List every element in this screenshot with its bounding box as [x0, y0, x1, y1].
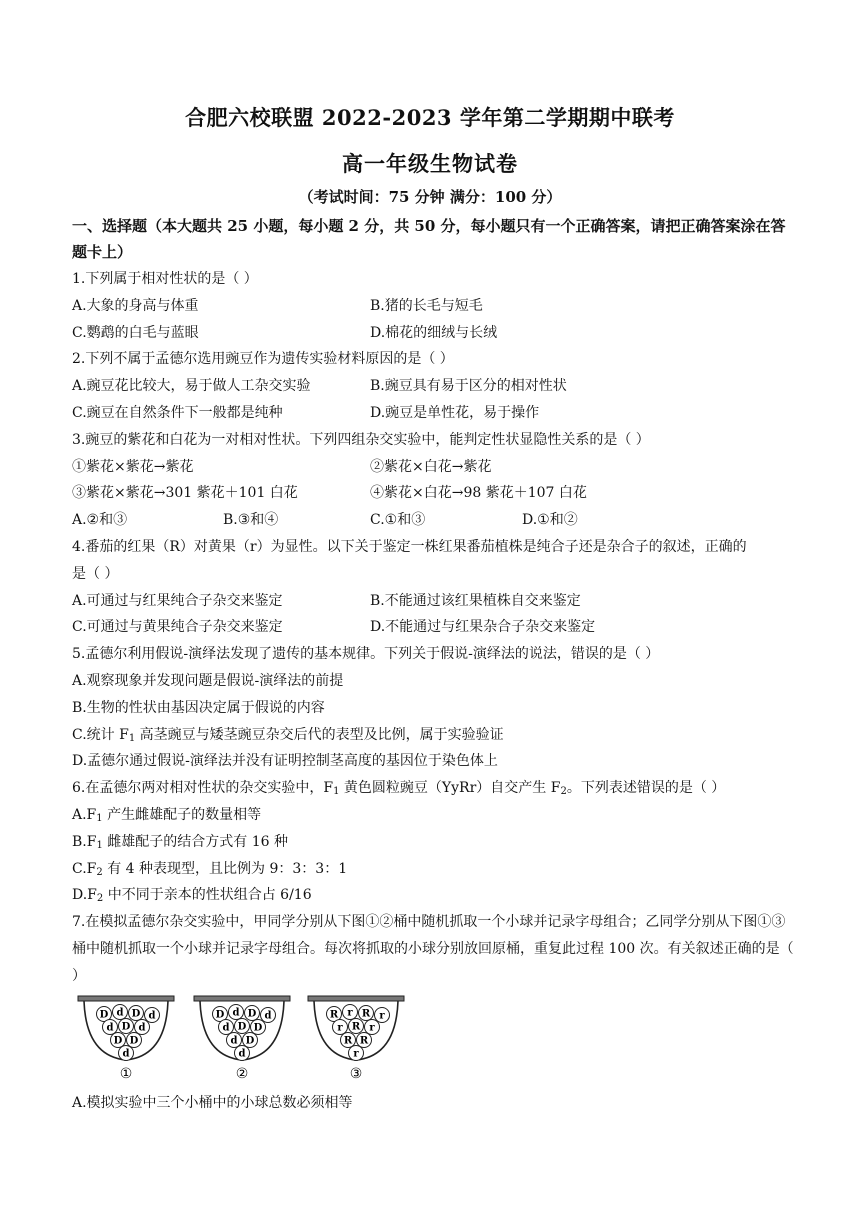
ball-letter: d [138, 1022, 146, 1034]
ball-letter: D [247, 1008, 257, 1020]
q2-option-a: A.豌豆花比较大，易于做人工杂交实验 [72, 378, 311, 395]
questions [72, 266, 794, 1116]
q5-option-b: B.生物的性状由基因决定属于假说的内容 [72, 699, 325, 716]
ball-letter: d [222, 1022, 230, 1034]
q1-option-c: C.鹦鹉的白毛与蓝眼 [72, 324, 199, 341]
q1-option-a: A.大象的身高与体重 [72, 297, 199, 314]
ball-letter: D [237, 1021, 247, 1033]
ball-letter: R [351, 1021, 361, 1033]
ball-letter: D [113, 1035, 123, 1047]
ball-letter: d [230, 1035, 238, 1047]
q6-option-a: $A.F_1$ 产生雌雄配子的数量相等 [72, 806, 262, 824]
ball-letter: D [253, 1022, 263, 1034]
ball-letter: d [238, 1048, 246, 1060]
q1-option-b: B.猪的长毛与短毛 [370, 297, 483, 314]
q4-stem-line2: 是（ ） [72, 565, 119, 582]
bucket-3-figure [306, 994, 406, 1086]
q2-stem: 2.下列不属于孟德尔选用豌豆作为遗传实验材料原因的是（ ） [72, 351, 454, 368]
ball-letter: R [361, 1008, 371, 1020]
q3-option-b: B.③和④ [223, 512, 279, 529]
q7-stem: 7.在模拟孟德尔杂交实验中，甲同学分别从下图①②桶中随机抓取一个小球并记录字母组合；乙同学分别从下图①③桶中随机抓取一个小球并记录字母组合。每次将抓取的小球分别放回原桶，重复此过程 100 次。有关叙述正确的是（ ） [72, 914, 794, 984]
ball-letter: R [359, 1035, 369, 1047]
q6-stem: 6.在孟德尔两对相对性状的杂交实验中，$F_1$ 黄色圆粒豌豆（YyRr）自交产生 $F_2$。下列表述错误的是（ ） [72, 780, 726, 798]
ball-letter: D [131, 1008, 141, 1020]
q5-option-a: A.观察现象并发现问题是假说-演绎法的前提 [72, 672, 344, 689]
q4-option-d: D.不能通过与红果杂合子杂交来鉴定 [370, 619, 596, 636]
q3-option-a: A.②和③ [72, 512, 128, 529]
section-heading: 一、选择题（本大题共 25 小题，每小题 2 分，共 50 分，每小题只有一个正确答案，请把正确答案涂在答题卡上） [72, 217, 786, 261]
q3-options [72, 507, 794, 534]
q3-experiment-1: ①紫花×紫花→紫花 [72, 458, 194, 475]
ball-letter: d [116, 1007, 124, 1019]
bucket-rim [78, 996, 174, 1001]
ball-letter: D [99, 1009, 109, 1021]
q4-option-c: C.可通过与黄果纯合子杂交来鉴定 [72, 619, 283, 636]
q4-option-b: B.不能通过该红果植株自交来鉴定 [370, 592, 581, 609]
ball-letter: r [353, 1048, 359, 1060]
q3-experiments-row1 [72, 454, 794, 481]
q2-option-b: B.豌豆具有易于区分的相对性状 [370, 378, 567, 395]
q5-stem: 5.孟德尔利用假说-演绎法发现了遗传的基本规律。下列关于假说-演绎法的说法，错误的是（ ） [72, 646, 660, 663]
exam-info: （考试时间：75 分钟 满分：100 分） [298, 188, 562, 206]
q7-figure [72, 990, 794, 1090]
ball-letter: d [148, 1010, 156, 1022]
ball-letter: d [106, 1022, 114, 1034]
q1-option-d: D.棉花的细绒与长绒 [370, 324, 498, 341]
q4-options-row1 [72, 588, 794, 615]
q2-option-d: D.豌豆是单性花，易于操作 [370, 404, 540, 421]
bucket-1-figure [76, 994, 176, 1086]
q1-stem: 1.下列属于相对性状的是（ ） [72, 271, 258, 287]
bucket-label: ③ [349, 1065, 363, 1082]
ball-letter: R [343, 1035, 353, 1047]
q1-options-row1 [72, 293, 794, 320]
q3-experiment-3: ③紫花×紫花→301 紫花＋101 白花 [72, 485, 298, 502]
q4-options-row2 [72, 614, 794, 641]
ball-letter: d [264, 1010, 272, 1022]
q3-stem: 3.豌豆的紫花和白花为一对相对性状。下列四组杂交实验中，能判定性状显隐性关系的是（ ） [72, 431, 650, 448]
ball-letter: D [245, 1035, 255, 1047]
bucket-label: ① [119, 1065, 133, 1082]
q6-option-b: $B.F_1$ 雌雄配子的结合方式有 16 种 [72, 833, 288, 851]
q3-option-d: D.①和② [522, 512, 578, 529]
bucket-rim [194, 996, 290, 1001]
exam-title: 合肥六校联盟 2022-2023 学年第二学期期中联考 [185, 105, 675, 130]
exam-subtitle: 高一年级生物试卷 [342, 151, 518, 176]
bucket-2-figure [192, 994, 292, 1086]
ball-letter: d [232, 1007, 240, 1019]
ball-letter: r [337, 1022, 343, 1034]
q2-options-row1 [72, 373, 794, 400]
q3-experiments-row2 [72, 480, 794, 507]
q4-option-a: A.可通过与红果纯合子杂交来鉴定 [72, 592, 283, 609]
q2-option-c: C.豌豆在自然条件下一般都是纯种 [72, 404, 283, 421]
ball-letter: r [379, 1010, 385, 1022]
ball-letter: d [122, 1048, 130, 1060]
q3-experiment-4: ④紫花×白花→98 紫花＋107 白花 [370, 485, 587, 502]
q2-options-row2 [72, 400, 794, 427]
q3-option-c: C.①和③ [370, 512, 426, 529]
q1-options-row2 [72, 320, 794, 347]
bucket-label: ② [235, 1065, 249, 1082]
ball-letter: D [121, 1021, 131, 1033]
q6-option-c: $C.F_2$ 有 4 种表现型，且比例为 9：3：3：1 [72, 860, 348, 878]
bucket-rim [308, 996, 404, 1001]
q4-stem-line1: 4.番茄的红果（R）对黄果（r）为显性。以下关于鉴定一株红果番茄植株是纯合子还是杂合子的叙述，正确的 [72, 538, 747, 555]
q7-option-a: A.模拟实验中三个小桶中的小球总数必须相等 [72, 1094, 353, 1111]
ball-letter: r [347, 1007, 353, 1019]
ball-letter: R [329, 1009, 339, 1021]
ball-letter: r [369, 1022, 375, 1034]
q5-option-d: D.孟德尔通过假说-演绎法并没有证明控制茎高度的基因位于染色体上 [72, 753, 498, 770]
q3-experiment-2: ②紫花×白花→紫花 [370, 458, 492, 475]
q5-option-c: C.统计 $F_1$ 高茎豌豆与矮茎豌豆杂交后代的表型及比例，属于实验验证 [72, 726, 504, 744]
ball-letter: D [129, 1035, 139, 1047]
q6-option-d: $D.F_2$ 中不同于亲本的性状组合占 6/16 [72, 887, 312, 905]
ball-letter: D [215, 1009, 225, 1021]
